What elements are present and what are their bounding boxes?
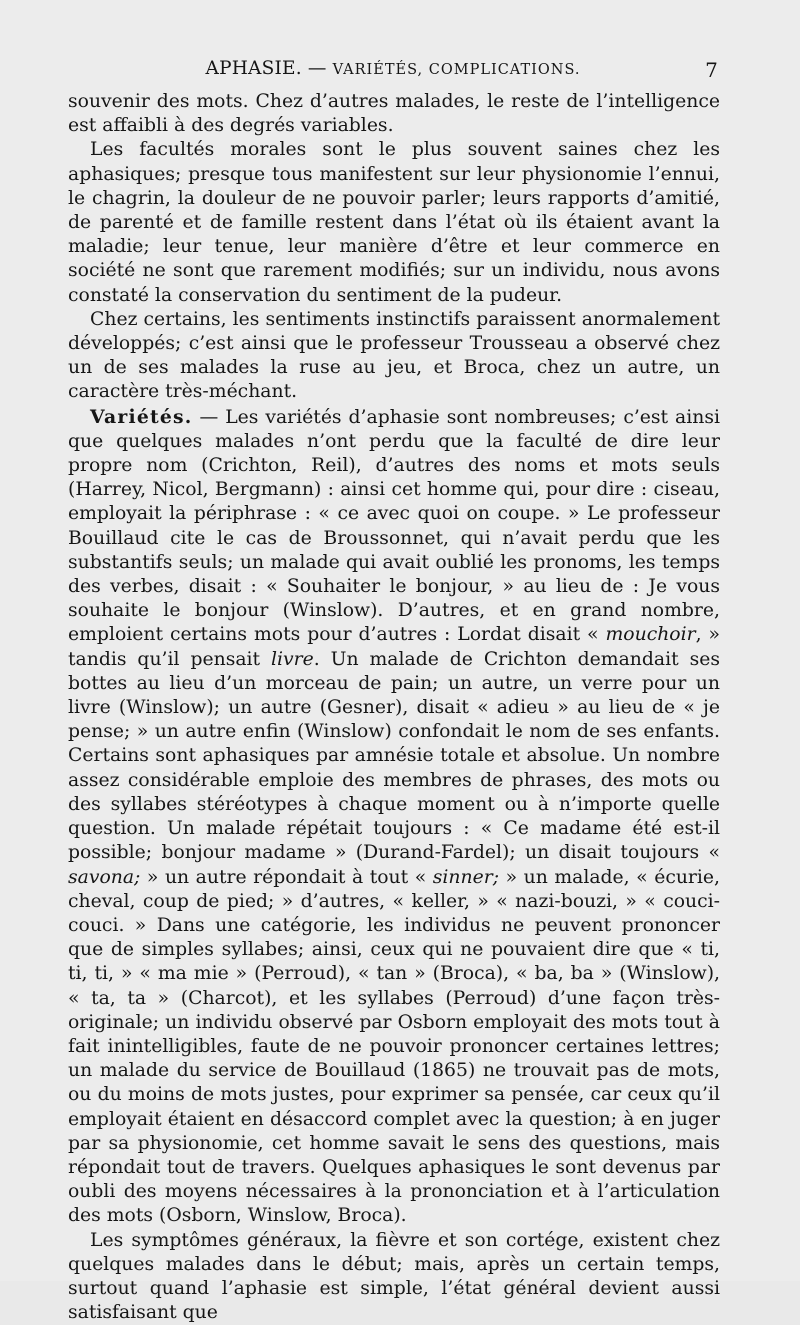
paragraph-instinctive-feelings: Chez certains, les sentiments instinctifs paraissent anormalement développés; c’est ainsi que le professeur Trousseau a observé chez un de ses malades la ruse au jeu, et Broca, chez un autre, un caractère très-méchant.: [68, 308, 720, 403]
paragraph-varieties: [68, 405, 720, 1229]
running-title: [68, 58, 718, 79]
section-heading-varietes: Variétés.: [90, 405, 193, 428]
running-header: [68, 58, 718, 86]
body-text: [68, 90, 720, 1325]
header-dash: —: [301, 58, 333, 79]
varieties-text-5: » un malade, « écurie, cheval, coup de pied; » d’autres, « keller, » « nazi-bouzi, » « couci-couci. » Dans une catégorie, les individus ne peuvent prononcer que de simples syllabes; ainsi, ceux qui ne pouvaient dire que « ti, ti, ti, » « ma mie » (Perroud), « tan » (Broca), « ba, ba » (Winslow), « ta, ta » (Charcot), et les syllabes (Perroud) d’une façon très-originale; un individu observé par Osborn employait des mots tout à fait inintelligibles, faute de ne pouvoir prononcer certaines lettres; un malade du service de Bouillaud (1865) ne trouvait pas de mots, ou du moins de mots justes, pour exprimer sa pensée, car ceux qu’il employait étaient en désaccord complet avec la question; à en juger par sa physionomie, cet homme savait le sens des questions, mais répondait tout de travers. Quelques aphasiques le sont devenus par oubli des moyens nécessaires à la prononciation et à l’articulation des mots (Osborn, Winslow, Broca).: [68, 866, 721, 1227]
header-title-sub: VARIÉTÉS, COMPLICATIONS.: [332, 62, 581, 78]
header-title-main: APHASIE.: [205, 58, 302, 79]
varieties-italic-sinner: sinner;: [432, 866, 500, 888]
varieties-italic-livre: livre: [271, 648, 314, 670]
paragraph-continued: souvenir des mots. Chez d’autres malades, le reste de l’intelligence est affaibli à des degrés variables.: [68, 91, 720, 137]
paragraph-general-symptoms: Les symptômes généraux, la fièvre et son cortége, existent chez quelques malades dans le début; mais, après un certain temps, surtout quand l’aphasie est simple, l’état général devient aussi satisfaisant que: [68, 1229, 720, 1324]
varieties-italic-savona: savona;: [68, 866, 141, 888]
paragraph-moral-faculties: Les facultés morales sont le plus souvent saines chez les aphasiques; presque tous manifestent sur leur physionomie l’ennui, le chagrin, la douleur de ne pouvoir parler; leurs rapports d’amitié, de parenté et de famille restent dans l’état où ils étaient avant la maladie; leur tenue, leur manière d’être et leur commerce en société ne sont que rarement modifiés; sur un individu, nous avons constaté la conservation du sentiment de la pudeur.: [68, 139, 720, 306]
varieties-text-2: , » tandis qu’il pensait: [68, 624, 720, 670]
varieties-italic-mouchoir: mouchoir: [605, 624, 696, 646]
varieties-text-4: » un autre répondait à tout «: [140, 866, 433, 888]
varieties-text-1: — Les variétés d’aphasie sont nombreuses; c’est ainsi que quelques malades n’ont perdu que la faculté de dire leur propre nom (Crichton, Reil), d’autres des noms et mots seuls (Harrey, Nicol, Bergmann) : ainsi cet homme qui, pour dire : ciseau, employait la périphrase : « ce avec quoi on coupe. » Le professeur Bouillaud cite le cas de Broussonnet, qui n’avait perdu que les substantifs seuls; un malade qui avait oublié les pronoms, les temps des verbes, disait : « Souhaiter le bonjour, » au lieu de : Je vous souhaite le bonjour (Winslow). D’autres, et en grand nombre, emploient certains mots pour d’autres : Lordat disait «: [68, 406, 720, 646]
page-number: 7: [705, 58, 718, 82]
varieties-text-3: . Un malade de Crichton demandait ses bottes au lieu d’un morceau de pain; un autre, un verre pour un livre (Winslow); un autre (Gesner), disait « adieu » au lieu de « je pense; » un autre enfin (Winslow) confondait le nom de ses enfants. Certains sont aphasiques par amnésie totale et absolue. Un nombre assez considérable emploie des membres de phrases, des mots ou des syllabes stéréotypes à chaque moment ou à n’importe quelle question. Un malade répétait toujours : « Ce madame été est-il possible; bonjour madame » (Durand-Fardel); un disait toujours «: [68, 648, 720, 864]
